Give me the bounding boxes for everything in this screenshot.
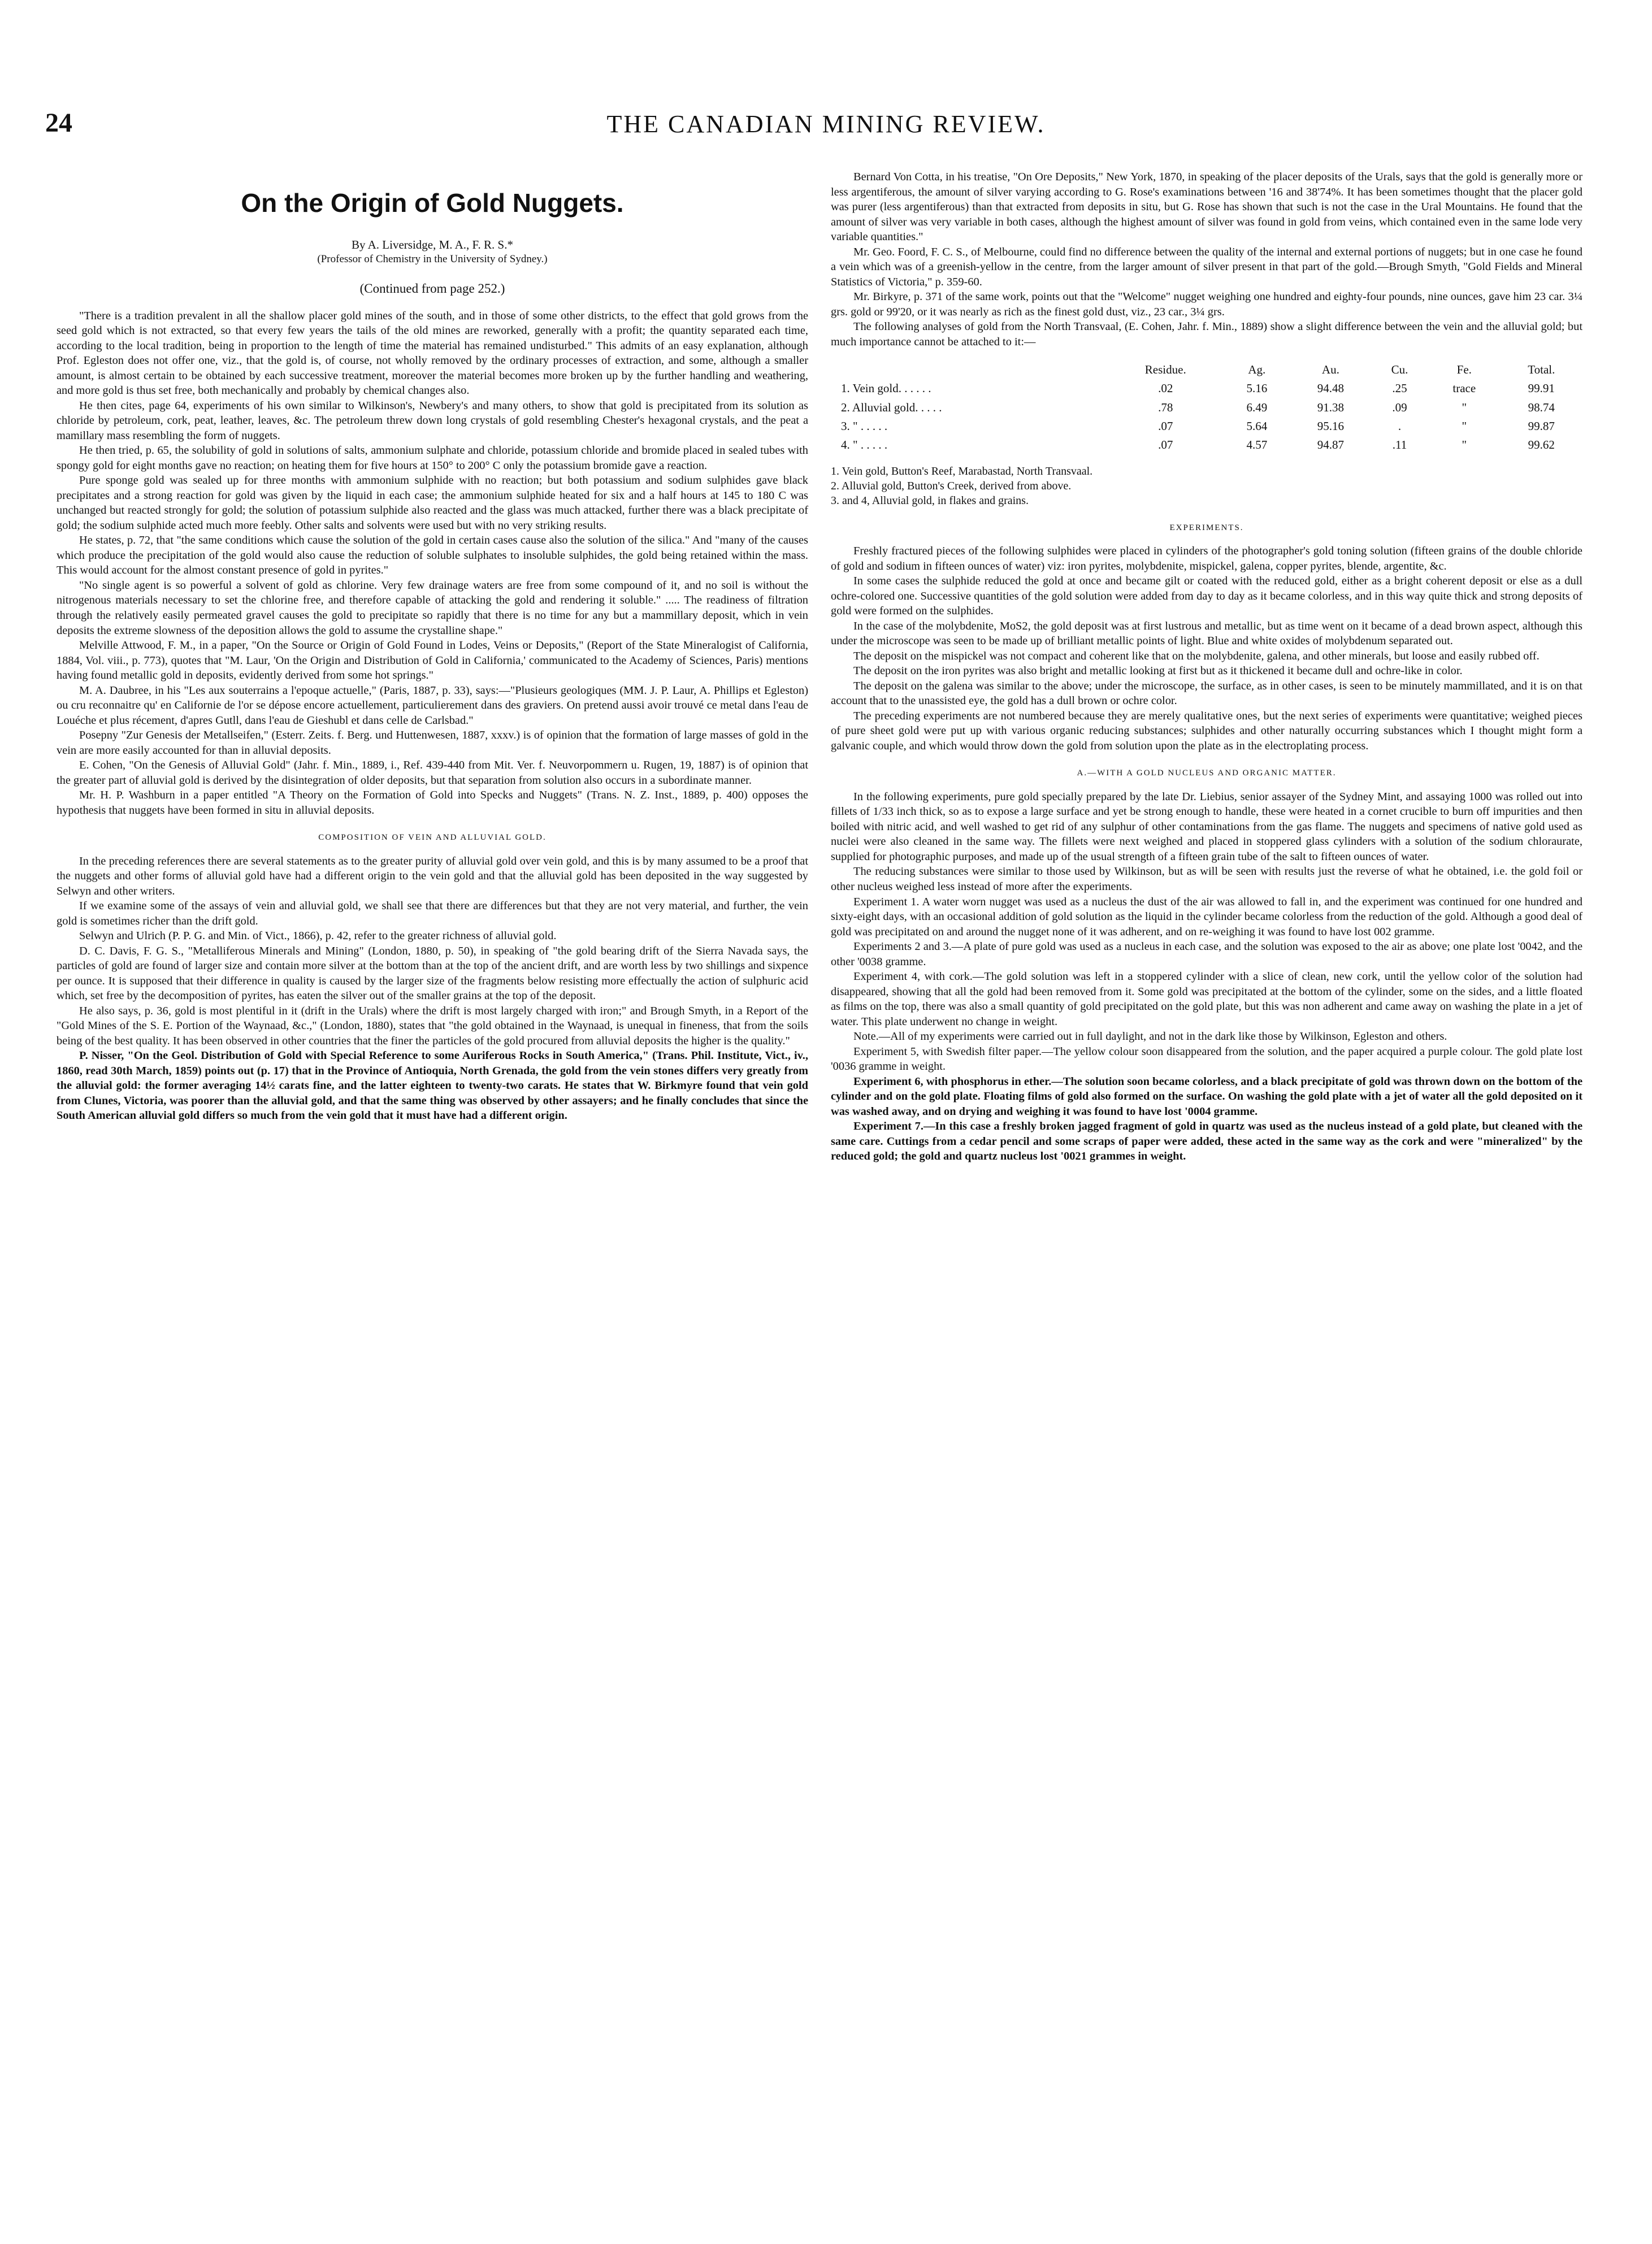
paragraph: He then cites, page 64, experiments of his own similar to Wilkinson's, Newbery's and many others, to show that gold is precipitated from its solution as chloride by petroleum, cork, peat, leather, leaves, &c. The petroleum threw down long crystals of gold resembling Chester's hexagonal crystals, and the peat a mamillary mass resembling the form of nuggets. bbox=[57, 399, 808, 442]
article-byline: By A. Liversidge, M. A., F. R. S.* bbox=[352, 237, 513, 251]
paragraph: Mr. H. P. Washburn in a paper entitled "A Theory on the Formation of Gold into Specks and Nuggets" (Trans. N. Z. Inst., 1889, p. 400) opposes the hypothesis that nuggets have been formed in situ in alluvial deposits. bbox=[57, 789, 808, 817]
paragraph: The deposit on the galena was similar to the above; under the microscope, the surface, as in other cases, is seen to be minutely mammillated, and it is on that account that to the unassisted eye, the gold has a dull brown or ochre color. bbox=[831, 679, 1582, 708]
table-header-cell: Fe. bbox=[1456, 363, 1472, 377]
paragraph: Posepny "Zur Genesis der Metallseifen," (Esterr. Zeits. f. Berg. und Huttenwesen, 1887, xxxv.) is of opinion that the formation of large masses of gold in the vein are more easily accounted for than in alluvial deposits. bbox=[57, 729, 808, 757]
assay-table-notes bbox=[831, 464, 1582, 508]
table-row bbox=[831, 379, 1582, 398]
table-cell: .78 bbox=[1158, 400, 1173, 414]
table-header-cell: Ag. bbox=[1248, 363, 1266, 377]
left-paragraphs-b bbox=[57, 854, 808, 1049]
paragraph: In the case of the molybdenite, MoS2, the gold deposit was at first lustrous and metallic, but as time went on it became of a dead brown aspect, although this under the microscope was seen to be made up of brilliant metallic points of light. Blue and white oxides of molybdenum separated out. bbox=[831, 619, 1582, 648]
table-cell: 98.74 bbox=[1528, 400, 1555, 414]
section-heading-experiments: EXPERIMENTS. bbox=[1169, 523, 1244, 532]
page-header bbox=[45, 107, 1607, 141]
assay-table-body bbox=[831, 379, 1582, 454]
table-cell: .02 bbox=[1158, 381, 1173, 396]
table-note: 3. and 4, Alluvial gold, in flakes and grains. bbox=[831, 494, 1029, 507]
paragraph: Experiment 4, with cork.—The gold solution was left in a stoppered cylinder with a slice of clean, new cork, until the yellow color of the solution had disappeared, showing that all the gold had been removed from it. Some gold was precipitated at the bottom of the cylinder, some on the sides, and a little floated as films on the top, there was also a small quantity of gold precipitated on the gold plate, but this was non adherent and came away on washing the plate in a jet of water. This plate underwent no change in weight. bbox=[831, 970, 1582, 1028]
table-row bbox=[831, 436, 1582, 454]
table-cell: 6.49 bbox=[1246, 400, 1268, 414]
table-cell: 95.16 bbox=[1317, 419, 1344, 433]
right-paragraphs-a bbox=[831, 170, 1582, 349]
page-number: 24 bbox=[45, 108, 72, 138]
paragraph: He also says, p. 36, gold is most plentiful in it (drift in the Urals) where the drift is most largely charged with iron;" and Brough Smyth, in a Report of the "Gold Mines of the S. E. Portion of the Waynaad, &c.," (London, 1880), states that "the gold obtained in the Waynaad, is unequal in fineness, that from the soils being of the best quality. It has been observed in other countries that the finer the particles of the gold procured from alluvial deposits the higher is the quality." bbox=[57, 1004, 808, 1047]
right-paragraphs-c bbox=[831, 789, 1582, 1074]
table-cell: 99.91 bbox=[1528, 381, 1555, 396]
table-cell: 4. " . . . . . bbox=[841, 438, 888, 452]
table-header-cell: Au. bbox=[1321, 363, 1339, 377]
paragraph: The preceding experiments are not numbered because they are merely qualitative ones, but the next series of experiments were quantitative; weighed pieces of pure sheet gold were put up with various organic reducing substances; sulphides and other naturally occurring substances which I thought might form a galvanic couple, and which would throw down the gold from solution upon the plate as in the electroplating process. bbox=[831, 709, 1582, 752]
table-cell: " bbox=[1462, 400, 1467, 414]
paragraph: The reducing substances were similar to those used by Wilkinson, but as will be seen with results just the reverse of what he obtained, i.e. the gold foil or other nucleus weighed less instead of more after the experiments. bbox=[831, 865, 1582, 893]
table-note: 2. Alluvial gold, Button's Creek, derived from above. bbox=[831, 479, 1072, 492]
table-cell: 91.38 bbox=[1317, 400, 1344, 414]
paragraph: Freshly fractured pieces of the following sulphides were placed in cylinders of the photographer's gold toning solution (fifteen grains of the double chloride of gold and sodium in fifteen ounces of water) viz: iron pyrites, molybdenite, mispickel, galena, copper pyrites, blende, argentite, &c. bbox=[831, 545, 1582, 572]
table-cell: .07 bbox=[1158, 438, 1173, 452]
assay-table-header bbox=[831, 361, 1582, 379]
table-row bbox=[831, 398, 1582, 417]
paragraph: If we examine some of the assays of vein and alluvial gold, we shall see that there are differences but that they are not very material, and further, the vein gold is sometimes richer than the drift gold. bbox=[57, 900, 808, 927]
table-cell: trace bbox=[1452, 381, 1476, 396]
table-cell: 99.62 bbox=[1528, 438, 1555, 452]
paragraph: E. Cohen, "On the Genesis of Alluvial Gold" (Jahr. f. Min., 1889, i., Ref. 439-440 from Mit. Ver. f. Neuvorpommern u. Rugen, 19, 1887) is of opinion that the greater part of alluvial gold is derived by the disintegration of older deposits, but that separation from solution also occurs in a subordinate manner. bbox=[57, 759, 808, 787]
table-header-cell: Total. bbox=[1528, 363, 1555, 377]
table-cell: .11 bbox=[1392, 438, 1407, 452]
article-affiliation: (Professor of Chemistry in the University of Sydney.) bbox=[317, 253, 548, 266]
paragraph: The following analyses of gold from the North Transvaal, (E. Cohen, Jahr. f. Min., 1889) show a slight difference between the vein and the alluvial gold; but much importance cannot be attached to it:— bbox=[831, 320, 1582, 348]
right-column bbox=[831, 170, 1582, 1164]
running-title: THE CANADIAN MINING REVIEW. bbox=[606, 110, 1046, 138]
right-paragraphs-b bbox=[831, 544, 1582, 753]
table-cell: 94.48 bbox=[1317, 381, 1344, 396]
table-header-cell bbox=[831, 361, 1108, 379]
paragraph: In the following experiments, pure gold specially prepared by the late Dr. Liebius, senior assayer of the Sydney Mint, and assaying 1000 was rolled out into fillets of 1/33 inch thick, so as to expose a large surface and yet be strong enough to handle, these were heated in a cornet crucible to burn off impurities and then boiled with nitric acid, and well washed to get rid of any sulphur of other contaminations from the gas flame. The nuggets and specimens of native gold used as nuclei were also cleaned in the same way. The fillets were next weighed and placed in stoppered glass cylinders with a solution of the sodium chloraurate, supplied for photographic purposes, and made up of the usual strength of a fifteen grain tube of the salt to fifteen ounces of water. bbox=[831, 790, 1582, 863]
table-cell: 3. " . . . . . bbox=[841, 419, 888, 433]
paragraph: He states, p. 72, that "the same conditions which cause the solution of the gold in certain cases cause also the solution of the silica." And "many of the causes which produce the precipitation of the gold would also cause the reduction of soluble sulphates to insoluble sulphides, the gold being retained within the mass. This would account for the almost constant presence of gold in pyrites." bbox=[57, 534, 808, 577]
paragraph: Selwyn and Ulrich (P. P. G. and Min. of Vict., 1866), p. 42, refer to the greater richness of alluvial gold. bbox=[79, 930, 557, 943]
table-row bbox=[831, 417, 1582, 436]
table-cell: . bbox=[1398, 419, 1402, 433]
section-heading-composition: COMPOSITION OF VEIN AND ALLUVIAL GOLD. bbox=[318, 833, 547, 843]
table-cell: 94.87 bbox=[1317, 438, 1344, 452]
table-header-cell: Cu. bbox=[1391, 363, 1408, 377]
table-header-cell: Residue. bbox=[1144, 363, 1186, 377]
table-cell: 99.87 bbox=[1528, 419, 1555, 433]
left-column bbox=[57, 170, 808, 1123]
paragraph: Experiments 2 and 3.—A plate of pure gold was used as a nucleus in each case, and the solution was exposed to the air as above; one plate lost '0042, and the other '0038 gramme. bbox=[831, 940, 1582, 968]
table-cell: .09 bbox=[1392, 400, 1407, 414]
section-heading-gold-nucleus: A.—WITH A GOLD NUCLEUS AND ORGANIC MATTER. bbox=[1077, 769, 1337, 778]
paragraph: Mr. Geo. Foord, F. C. S., of Melbourne, could find no difference between the quality of the internal and external portions of nuggets; but in one case he found a vein which was of a greenish-yellow in the centre, from the larger amount of silver present in that part of the gold.—Brough Smyth, "Gold Fields and Mineral Statistics of Victoria," p. 359-60. bbox=[831, 245, 1582, 288]
continued-note: (Continued from page 252.) bbox=[359, 281, 505, 296]
paragraph: The deposit on the mispickel was not compact and coherent like that on the molybdenite, galena, and other minerals, but loose and easily rubbed off. bbox=[853, 649, 1540, 662]
table-cell: 5.16 bbox=[1246, 381, 1268, 396]
table-cell: 5.64 bbox=[1246, 419, 1268, 433]
paragraph: M. A. Daubree, in his "Les aux souterrains a l'epoque actuelle," (Paris, 1887, p. 33), says:—"Plusieurs geologiques (MM. J. P. Laur, A. Phillips et Egleston) ou cru reconnaitre qu' en Californie de l'or se dépose encore actuellement, particulierement dans des graviers. On pretend aussi avoir trouvé ce metal dans l'eau de Louéche et plus récement, d'apres Gutll, dans l'eau de Gieshubl et dans celle de Carlsbad." bbox=[57, 684, 808, 727]
paragraph: "There is a tradition prevalent in all the shallow placer gold mines of the south, and in those of some other districts, to the effect that gold grows from the seed gold which is not extracted, so that every few years the tails of the old mines are reworked, generally with a profit; the quantity separated each time, according to the local tradition, being in proportion to the length of time the material has remained undisturbed." This admits of an easy explanation, although Prof. Egleston does not offer one, viz., that the gold is, of course, not wholly removed by the ordinary processes of extraction, and some, although a smaller amount, is almost certain to be obtained by each successive treatment, moreover the material becomes more broken up by the further handling and weathering, and more gold is thus set free, both mechanically and probably by chemical changes also. bbox=[57, 309, 808, 397]
table-cell: " bbox=[1462, 438, 1467, 452]
paragraph: He then tried, p. 65, the solubility of gold in solutions of salts, ammonium sulphate and chloride, potassium chloride and bromide placed in sealed tubes with spongy gold for eight months gave no reaction; on heating them for five hours at 150° to 200° C only the potassium bromide gave a reaction. bbox=[57, 444, 808, 472]
table-cell: 2. Alluvial gold. . . . . bbox=[841, 400, 942, 414]
paragraph: Experiment 5, with Swedish filter paper.—The yellow colour soon disappeared from the solution, and the paper acquired a purple colour. The gold plate lost '0036 gramme in weight. bbox=[831, 1045, 1582, 1073]
paragraph: D. C. Davis, F. G. S., "Metalliferous Minerals and Mining" (London, 1880, p. 50), in speaking of "the gold bearing drift of the Sierra Navada says, the particles of gold are found of larger size and contain more silver at the bottom than at the top of the ancient drift, and are worth less by two shillings and sixpence per ounce. It is supposed that their difference in quality is caused by the larger size of the fragments below resisting more effectually the action of sulphuric acid which, set free by the decomposition of pyrites, has eaten the silver out of the smaller grains at the top of the deposit. bbox=[57, 944, 808, 1002]
table-note: 1. Vein gold, Button's Reef, Marabastad, North Transvaal. bbox=[831, 465, 1093, 478]
paragraph: Melville Attwood, F. M., in a paper, "On the Source or Origin of Gold Found in Lodes, Veins or Deposits," (Report of the State Mineralogist of California, 1884, Vol. viii., p. 773), quotes that "M. Laur, 'On the Origin and Distribution of Gold in California,' communicated to the Academy of Sciences, Paris) mentions having found metallic gold in deposits, evidently derived from some hot springs." bbox=[57, 639, 808, 682]
table-cell: 4.57 bbox=[1246, 438, 1268, 452]
paragraph: Bernard Von Cotta, in his treatise, "On Ore Deposits," New York, 1870, in speaking of the placer deposits of the Urals, says that the gold is generally more or less argentiferous, the amount of silver varying according to G. Rose's examinations between '16 and 38'74%. It has been sometimes thought that the placer gold was purer (less argentiferous) than that extracted from deposits in situ, but G. Rose has shown that such is not the case in the Ural Mountains. He found that the amount of silver was very variable in both cases, although the highest amount of silver was found in gold from veins, which contained even in the same lode very variable quantities." bbox=[831, 171, 1582, 244]
paragraph: The deposit on the iron pyrites was also bright and metallic looking at first but as it thickened it became dull and ochre-like in color. bbox=[853, 665, 1463, 678]
table-cell: 1. Vein gold. . . . . . bbox=[841, 381, 931, 396]
left-paragraphs-a bbox=[57, 309, 808, 818]
table-cell: .07 bbox=[1158, 419, 1173, 433]
paragraph-experiment-6: Experiment 6, with phosphorus in ether.—The solution soon became colorless, and a black precipitate of gold was thrown down on the bottom of the cylinder and on the gold plate. Floating films of gold also formed on the surface. On washing the gold plate with a jet of water all the gold deposited on it was washed away, and on drying and weighing it was found to have lost '0004 gramme. bbox=[831, 1075, 1582, 1118]
table-cell: .25 bbox=[1392, 381, 1407, 396]
paragraph-nisser: P. Nisser, "On the Geol. Distribution of Gold with Special Reference to some Auriferous Rocks in South America," (Trans. Phil. Institute, Vict., iv., 1860, read 30th March, 1859) points out (p. 17) that in the Province of Antioquia, North Grenada, the gold from the vein stones differs very greatly from the alluvial gold: the former averaging 14½ carats fine, and the latter eighteen to twenty-two carats. He states that W. Birkmyre found that vein gold from Clunes, Victoria, was poorer than the alluvial gold, and that the same thing was observed by other assayers; and he finally concludes that since the South American alluvial gold differs so much from the vein gold that it must have had a different origin. bbox=[57, 1049, 808, 1122]
paragraph: Experiment 1. A water worn nugget was used as a nucleus the dust of the air was allowed to fall in, and the experiment was continued for one hundred and sixty-eight days, with an occasional addition of gold solution as the liquid in the cylinder became colorless from the reduction of the gold. Although a good deal of gold was precipitated on and around the nugget none of it was adherent, and on re-weighing it was found to have lost 002 gramme. bbox=[831, 895, 1582, 938]
paragraph: Note.—All of my experiments were carried out in full daylight, and not in the dark like those by Wilkinson, Egleston and others. bbox=[853, 1030, 1447, 1043]
article-title: On the Origin of Gold Nuggets. bbox=[241, 188, 624, 218]
paragraph-experiment-7: Experiment 7.—In this case a freshly broken jagged fragment of gold in quartz was used as the nucleus instead of a gold plate, but cleaned with the same care. Cuttings from a cedar pencil and some scraps of paper were added, these acted in the same way as the cork and were "mineralized" by the reduced gold; the gold and quartz nucleus lost '0021 grammes in weight. bbox=[831, 1120, 1582, 1163]
paragraph: Pure sponge gold was sealed up for three months with ammonium sulphide with no reaction; but both potassium and sodium sulphides gave black precipitates and a strong reaction for gold was given by the liquid in each case; the ammonium sulphide heated for six and a half hours at 145 to 180 C was unchanged but reacted strongly for gold; the solution of potassium sulphide also reacted and the glass was much attacked, further there was a black precipitate of gold; the sodium sulphide acted much more feebly. Other salts and solvents were used but with no very striking results. bbox=[57, 474, 808, 532]
paragraph: "No single agent is so powerful a solvent of gold as chlorine. Very few drainage waters are free from some compound of it, and no soil is without the nitrogenous materials necessary to set the chlorine free, and therefore capable of attacking the gold and rendering it soluble." ..... The readiness of filtration through the relatively easily permeated gravel causes the gold to precipitate so rapidly that there is no time for any but a mammillary deposit, which in vein deposits the extreme slowness of the deposition allows the gold to assume the crystalline shape." bbox=[57, 579, 808, 637]
paragraph: In the preceding references there are several statements as to the greater purity of alluvial gold over vein gold, and this is by many assumed to be a proof that the nuggets and other forms of alluvial gold have had a different origin to the vein gold and that the alluvial gold has been deposited in the way suggested by Selwyn and other writers. bbox=[57, 854, 808, 897]
table-cell: " bbox=[1462, 419, 1467, 433]
assay-table bbox=[831, 361, 1582, 454]
paragraph: Mr. Birkyre, p. 371 of the same work, points out that the "Welcome" nugget weighing one hundred and eighty-four pounds, nine ounces, gave him 23 car. 3¼ grs. gold or 99'20, or it was nearly as rich as the finest gold dust, viz., 23 car., 3¼ grs. bbox=[831, 290, 1582, 318]
paragraph: In some cases the sulphide reduced the gold at once and became gilt or coated with the reduced gold, either as a bright coherent deposit or else as a dull ochre-colored one. Successive quantities of the gold solution were added from day to day as it became colorless, and in this way quite thick and strong deposits of gold were formed on the sulphides. bbox=[831, 575, 1582, 618]
